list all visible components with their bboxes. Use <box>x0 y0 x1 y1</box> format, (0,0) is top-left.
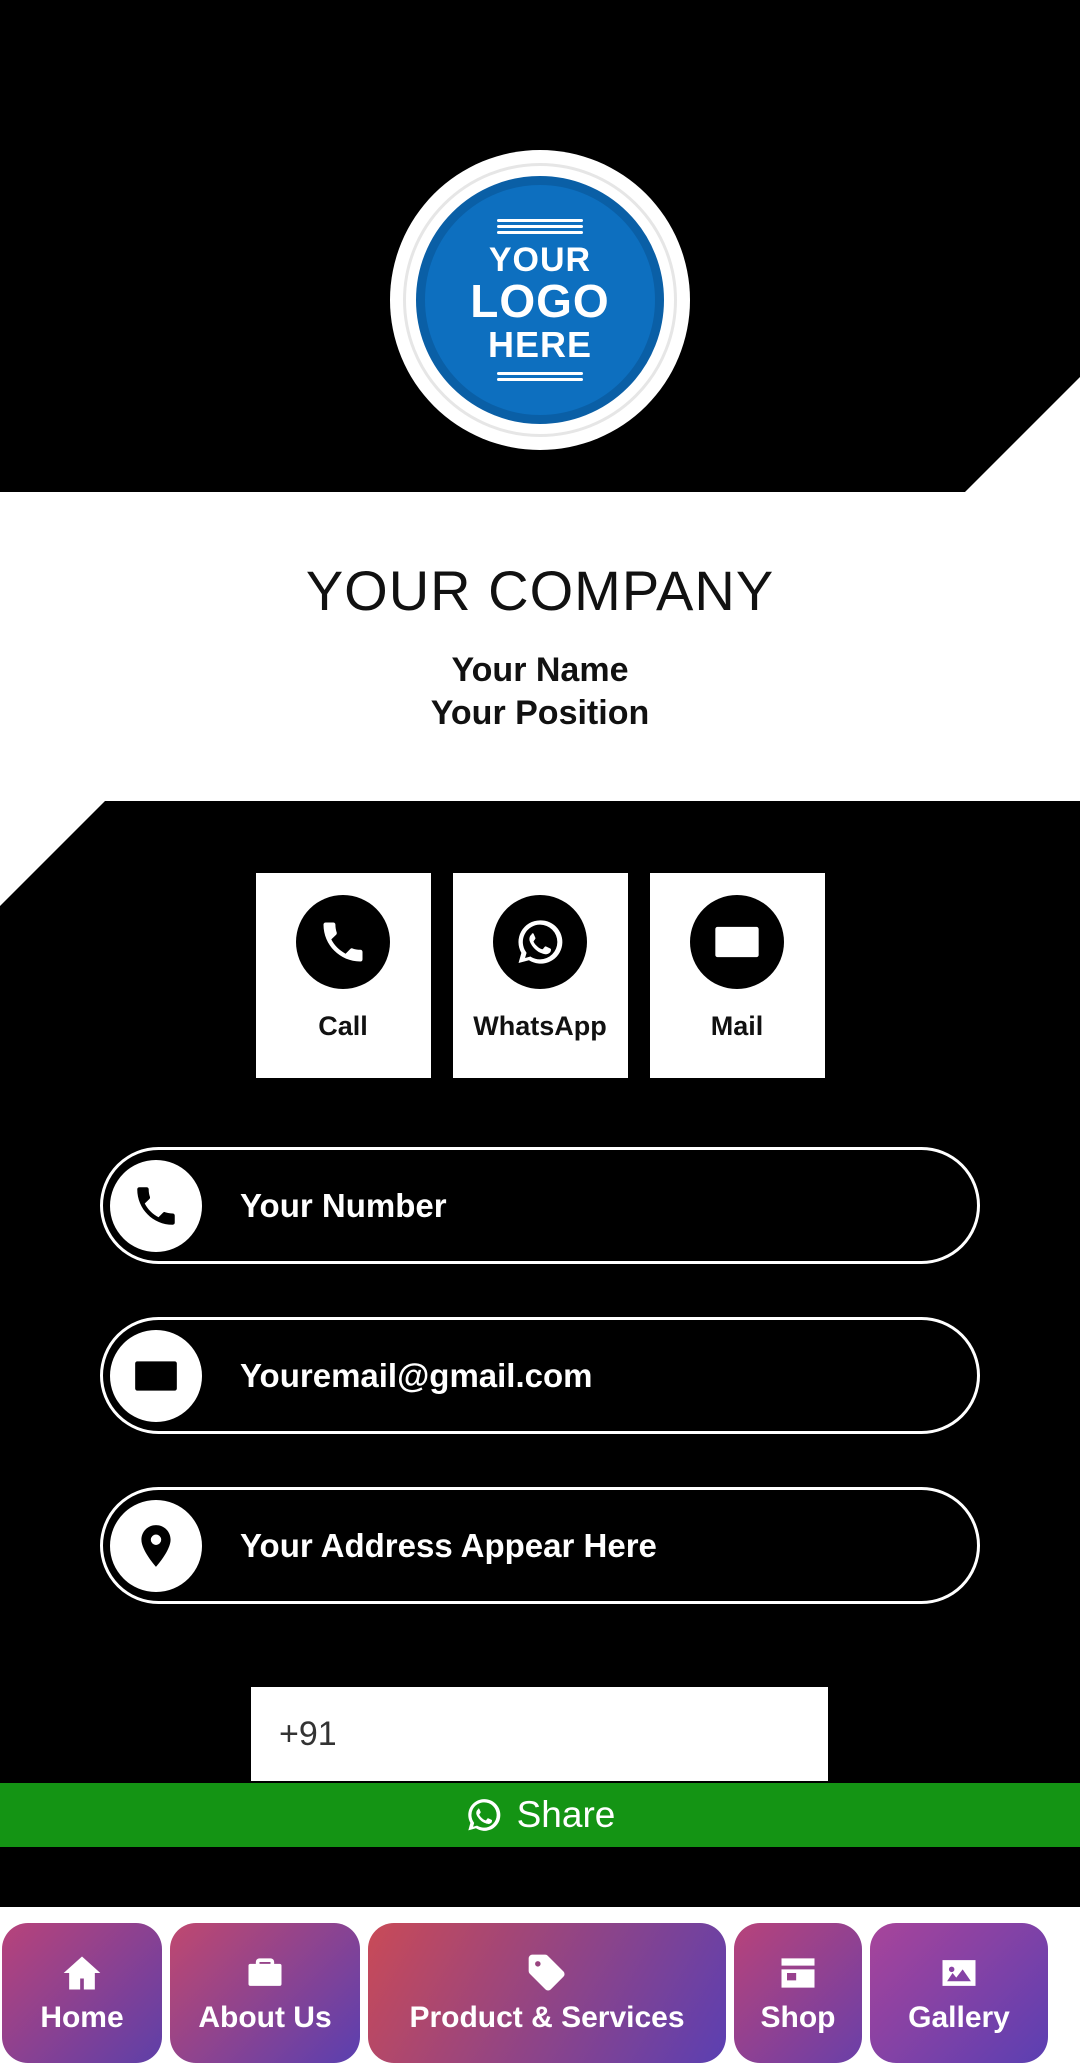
phone-icon <box>296 895 390 989</box>
company-info-panel <box>0 492 1080 801</box>
bottom-navigation <box>0 1907 1080 2067</box>
person-position: Your Position <box>430 694 650 732</box>
header <box>0 0 1080 492</box>
store-icon <box>776 1951 820 1995</box>
person-name: Your Name <box>451 651 629 689</box>
mail-icon <box>110 1330 202 1422</box>
nav-item-shop[interactable] <box>734 1923 862 2063</box>
mail-icon <box>690 895 784 989</box>
info-row-address[interactable] <box>100 1487 980 1604</box>
share-number-input[interactable] <box>251 1687 828 1781</box>
home-icon <box>60 1951 104 1995</box>
company-logo[interactable] <box>390 150 690 450</box>
tag-icon <box>525 1951 569 1995</box>
logo-text-line3: HERE <box>487 324 593 366</box>
nav-item-home[interactable] <box>2 1923 162 2063</box>
location-pin-icon <box>110 1500 202 1592</box>
share-button[interactable] <box>0 1783 1080 1847</box>
logo-text-line2: LOGO <box>470 275 610 328</box>
whatsapp-icon <box>465 1796 503 1834</box>
whatsapp-icon <box>493 895 587 989</box>
logo-bottom-bars-icon <box>497 369 583 384</box>
nav-about-label: About Us <box>198 2001 332 2034</box>
nav-shop-label: Shop <box>760 2001 836 2034</box>
quick-action-tiles <box>0 873 1080 1078</box>
info-phone-value: Your Number <box>240 1186 447 1224</box>
logo-text-line1: YOUR <box>488 241 592 280</box>
info-row-phone[interactable] <box>100 1147 980 1264</box>
share-button-label: Share <box>516 1794 616 1835</box>
nav-home-label: Home <box>40 2001 124 2034</box>
nav-item-about-us[interactable] <box>170 1923 360 2063</box>
nav-products-label: Product & Services <box>409 2001 685 2034</box>
info-address-value: Your Address Appear Here <box>240 1526 657 1564</box>
image-icon <box>937 1951 981 1995</box>
nav-item-product-services[interactable] <box>368 1923 726 2063</box>
logo-top-bars-icon <box>497 216 583 237</box>
briefcase-icon <box>243 1951 287 1995</box>
tile-whatsapp[interactable] <box>453 873 628 1078</box>
nav-gallery-label: Gallery <box>908 2001 1010 2034</box>
company-name: YOUR COMPANY <box>305 559 775 622</box>
info-row-email[interactable] <box>100 1317 980 1434</box>
tile-call[interactable] <box>256 873 431 1078</box>
info-email-value: Youremail@gmail.com <box>240 1356 593 1394</box>
logo-disc <box>416 176 664 424</box>
tile-whatsapp-label: WhatsApp <box>473 1011 607 1041</box>
tile-mail-label: Mail <box>710 1011 764 1041</box>
header-corner-cut <box>965 377 1080 492</box>
phone-icon <box>110 1160 202 1252</box>
tile-call-label: Call <box>318 1011 368 1041</box>
nav-item-gallery[interactable] <box>870 1923 1048 2063</box>
tile-mail[interactable] <box>650 873 825 1078</box>
